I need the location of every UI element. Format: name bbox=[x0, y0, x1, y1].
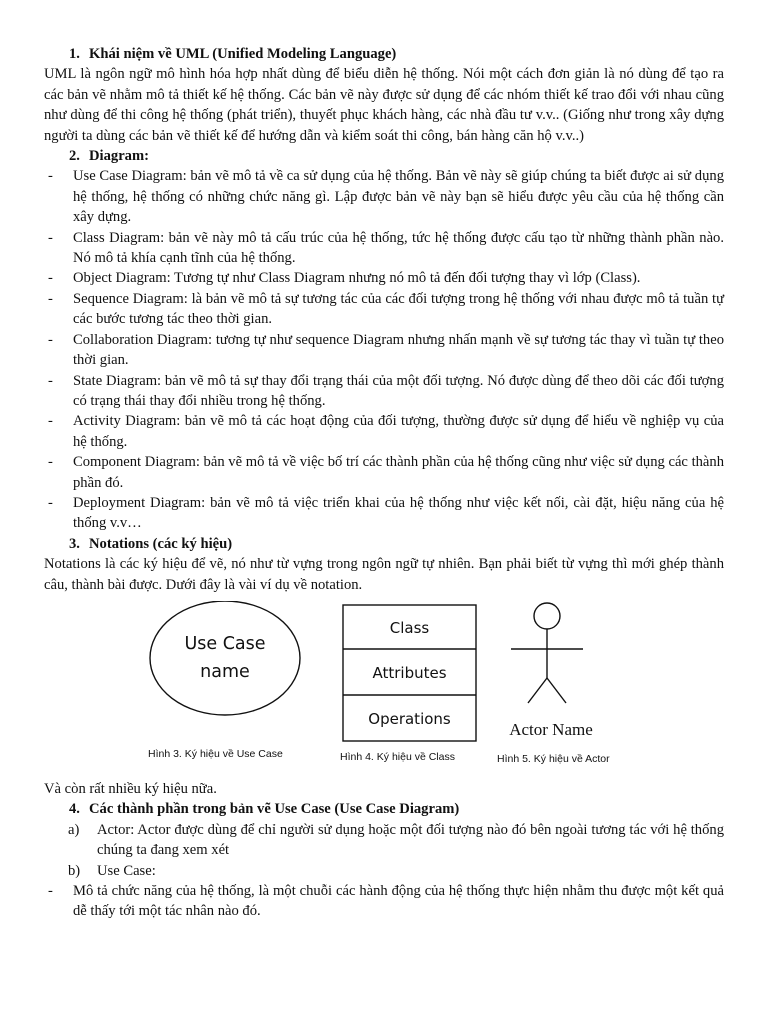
section-3-body: Notations là các ký hiệu để vẽ, nó như từ vựng trong ngôn ngữ tự nhiên. Bạn phải biết từ vựng thì mới ghép thành câu, thành bài được. Dưới đây là vài ví dụ về notation. bbox=[44, 556, 724, 593]
document-page bbox=[44, 44, 724, 922]
bullet-dash: - bbox=[48, 229, 53, 246]
use-case-ellipse bbox=[150, 601, 300, 715]
use-case-label-line1: Use Case bbox=[184, 633, 266, 654]
list-item-text: Mô tả chức năng của hệ thống, là một chuỗi các hành động của hệ thống thực hiện nhằm thu được một kết quả dễ thấy tới một tác nhân nào đó. bbox=[73, 883, 724, 920]
section-3-after: Và còn rất nhiều ký hiệu nữa. bbox=[44, 780, 217, 797]
section-4-heading bbox=[44, 799, 724, 819]
list-item-text: Object Diagram: Tương tự như Class Diagram nhưng nó mô tả đến đối tượng thay vì lớp (Class). bbox=[73, 270, 641, 287]
list-item-a bbox=[44, 820, 724, 861]
list-item bbox=[44, 166, 724, 227]
class-name-label: Class bbox=[389, 618, 430, 637]
list-item bbox=[44, 289, 724, 330]
section-1-body: UML là ngôn ngữ mô hình hóa hợp nhất dùng để biểu diễn hệ thống. Nói một cách đơn giản là nó dùng để tạo ra các bản vẽ nhằm mô tả thiết kế hệ thống. Các bản vẽ này được sử dụng để các nhóm thiết kế trao đổi với nhau cũng như dùng để thi công hệ thống (phát triển), thuyết phục khách hàng, các nhà đầu tư v.v.. (Giống như trong xây dựng người ta dùng các bản vẽ thiết kế để hướng dẫn và kiểm soát thi công, bán hàng căn hộ v.v..) bbox=[44, 66, 724, 144]
actor-stick-figure bbox=[511, 603, 583, 703]
list-item-text: Activity Diagram: bản vẽ mô tả các hoạt động của đối tượng, thường được sử dụng để hiểu về nghiệp vụ của hệ thống. bbox=[73, 413, 724, 450]
bullet-dash: - bbox=[48, 494, 53, 511]
list-item-text: Sequence Diagram: là bản vẽ mô tả sự tương tác của các đối tượng trong hệ thống với nhau được mô tả tuần tự các bước tương tác theo thời gian. bbox=[73, 290, 724, 328]
actor-name-label: Actor Name bbox=[509, 719, 593, 739]
list-item bbox=[44, 881, 724, 922]
section-2-heading bbox=[44, 146, 724, 166]
list-item bbox=[44, 493, 724, 534]
section-3-heading bbox=[44, 534, 724, 554]
list-item bbox=[44, 371, 724, 412]
list-item bbox=[44, 228, 724, 269]
section-number: 3. bbox=[69, 535, 80, 552]
bullet-dash: - bbox=[48, 168, 53, 185]
bullet-dash: - bbox=[48, 883, 53, 899]
list-item bbox=[44, 411, 724, 452]
section-title: Notations (các ký hiệu) bbox=[89, 535, 233, 552]
list-item bbox=[44, 452, 724, 493]
list-item-text: Component Diagram: bản vẽ mô tả về việc bố trí các thành phần của hệ thống cũng như việc sử dụng các thành phần đó. bbox=[73, 454, 724, 491]
list-item-text: Use Case Diagram: bản vẽ mô tả về ca sử dụng của hệ thống. Bản vẽ này sẽ giúp chúng ta biết được ai sử dụng hệ thống, hệ thống có những chức năng gì. Lập được bản vẽ này bạn sẽ hiểu được yêu cầu của hệ thống cần xây dựng. bbox=[73, 168, 724, 226]
list-item bbox=[44, 268, 724, 288]
bullet-dash: - bbox=[48, 372, 53, 389]
notation-figures bbox=[44, 601, 724, 779]
section-title: Khái niệm về UML (Unified Modeling Language) bbox=[89, 46, 397, 62]
section-number: 1. bbox=[69, 46, 80, 62]
diagram-list bbox=[44, 166, 724, 533]
bullet-dash: - bbox=[48, 413, 53, 430]
list-marker: a) bbox=[68, 821, 80, 838]
bullet-dash: - bbox=[48, 270, 53, 287]
list-item bbox=[44, 330, 724, 371]
section-number: 2. bbox=[69, 148, 80, 165]
figure-caption-actor: Hình 5. Ký hiệu về Actor bbox=[497, 752, 610, 765]
list-item-text: Class Diagram: bản vẽ này mô tả cấu trúc của hệ thống, tức hệ thống được cấu tạo từ những thành phần nào. Nó mô tả khía cạnh tĩnh của hệ thống. bbox=[73, 229, 724, 267]
list-marker: b) bbox=[68, 862, 81, 879]
list-item-text: Actor: Actor được dùng để chỉ người sử dụng hoặc một đối tượng nào đó bên ngoài tương tác với hệ thống chúng ta đang xem xét bbox=[97, 821, 724, 859]
class-attributes-label: Attributes bbox=[372, 663, 447, 682]
list-item-text: Deployment Diagram: bản vẽ mô tả việc triển khai của hệ thống như việc kết nối, cài đặt, hiệu năng của hệ thống v.v… bbox=[73, 494, 724, 532]
list-item-b bbox=[44, 861, 724, 881]
figure-caption-class: Hình 4. Ký hiệu về Class bbox=[340, 750, 455, 763]
bullet-dash: - bbox=[48, 331, 53, 348]
section-number: 4. bbox=[69, 801, 80, 818]
list-item-text: Use Case: bbox=[97, 862, 156, 879]
section-title: Diagram: bbox=[89, 148, 149, 165]
class-operations-label: Operations bbox=[368, 709, 451, 728]
list-item-text: Collaboration Diagram: tương tự như sequence Diagram nhưng nhấn mạnh về sự tương tác thay vì tuần tự theo thời gian. bbox=[73, 331, 724, 369]
list-item-text: State Diagram: bản vẽ mô tả sự thay đổi trạng thái của một đối tượng. Nó được dùng để theo dõi các đối tượng có trạng thái thay đổi nhiều trong hệ thống. bbox=[73, 372, 724, 409]
bullet-dash: - bbox=[48, 290, 53, 307]
use-case-label-line2: name bbox=[200, 661, 250, 682]
figure-caption-use-case: Hình 3. Ký hiệu về Use Case bbox=[148, 747, 283, 760]
section-title: Các thành phần trong bản vẽ Use Case (Use Case Diagram) bbox=[89, 801, 460, 818]
bullet-dash: - bbox=[48, 454, 53, 471]
section-1-heading bbox=[44, 44, 724, 64]
